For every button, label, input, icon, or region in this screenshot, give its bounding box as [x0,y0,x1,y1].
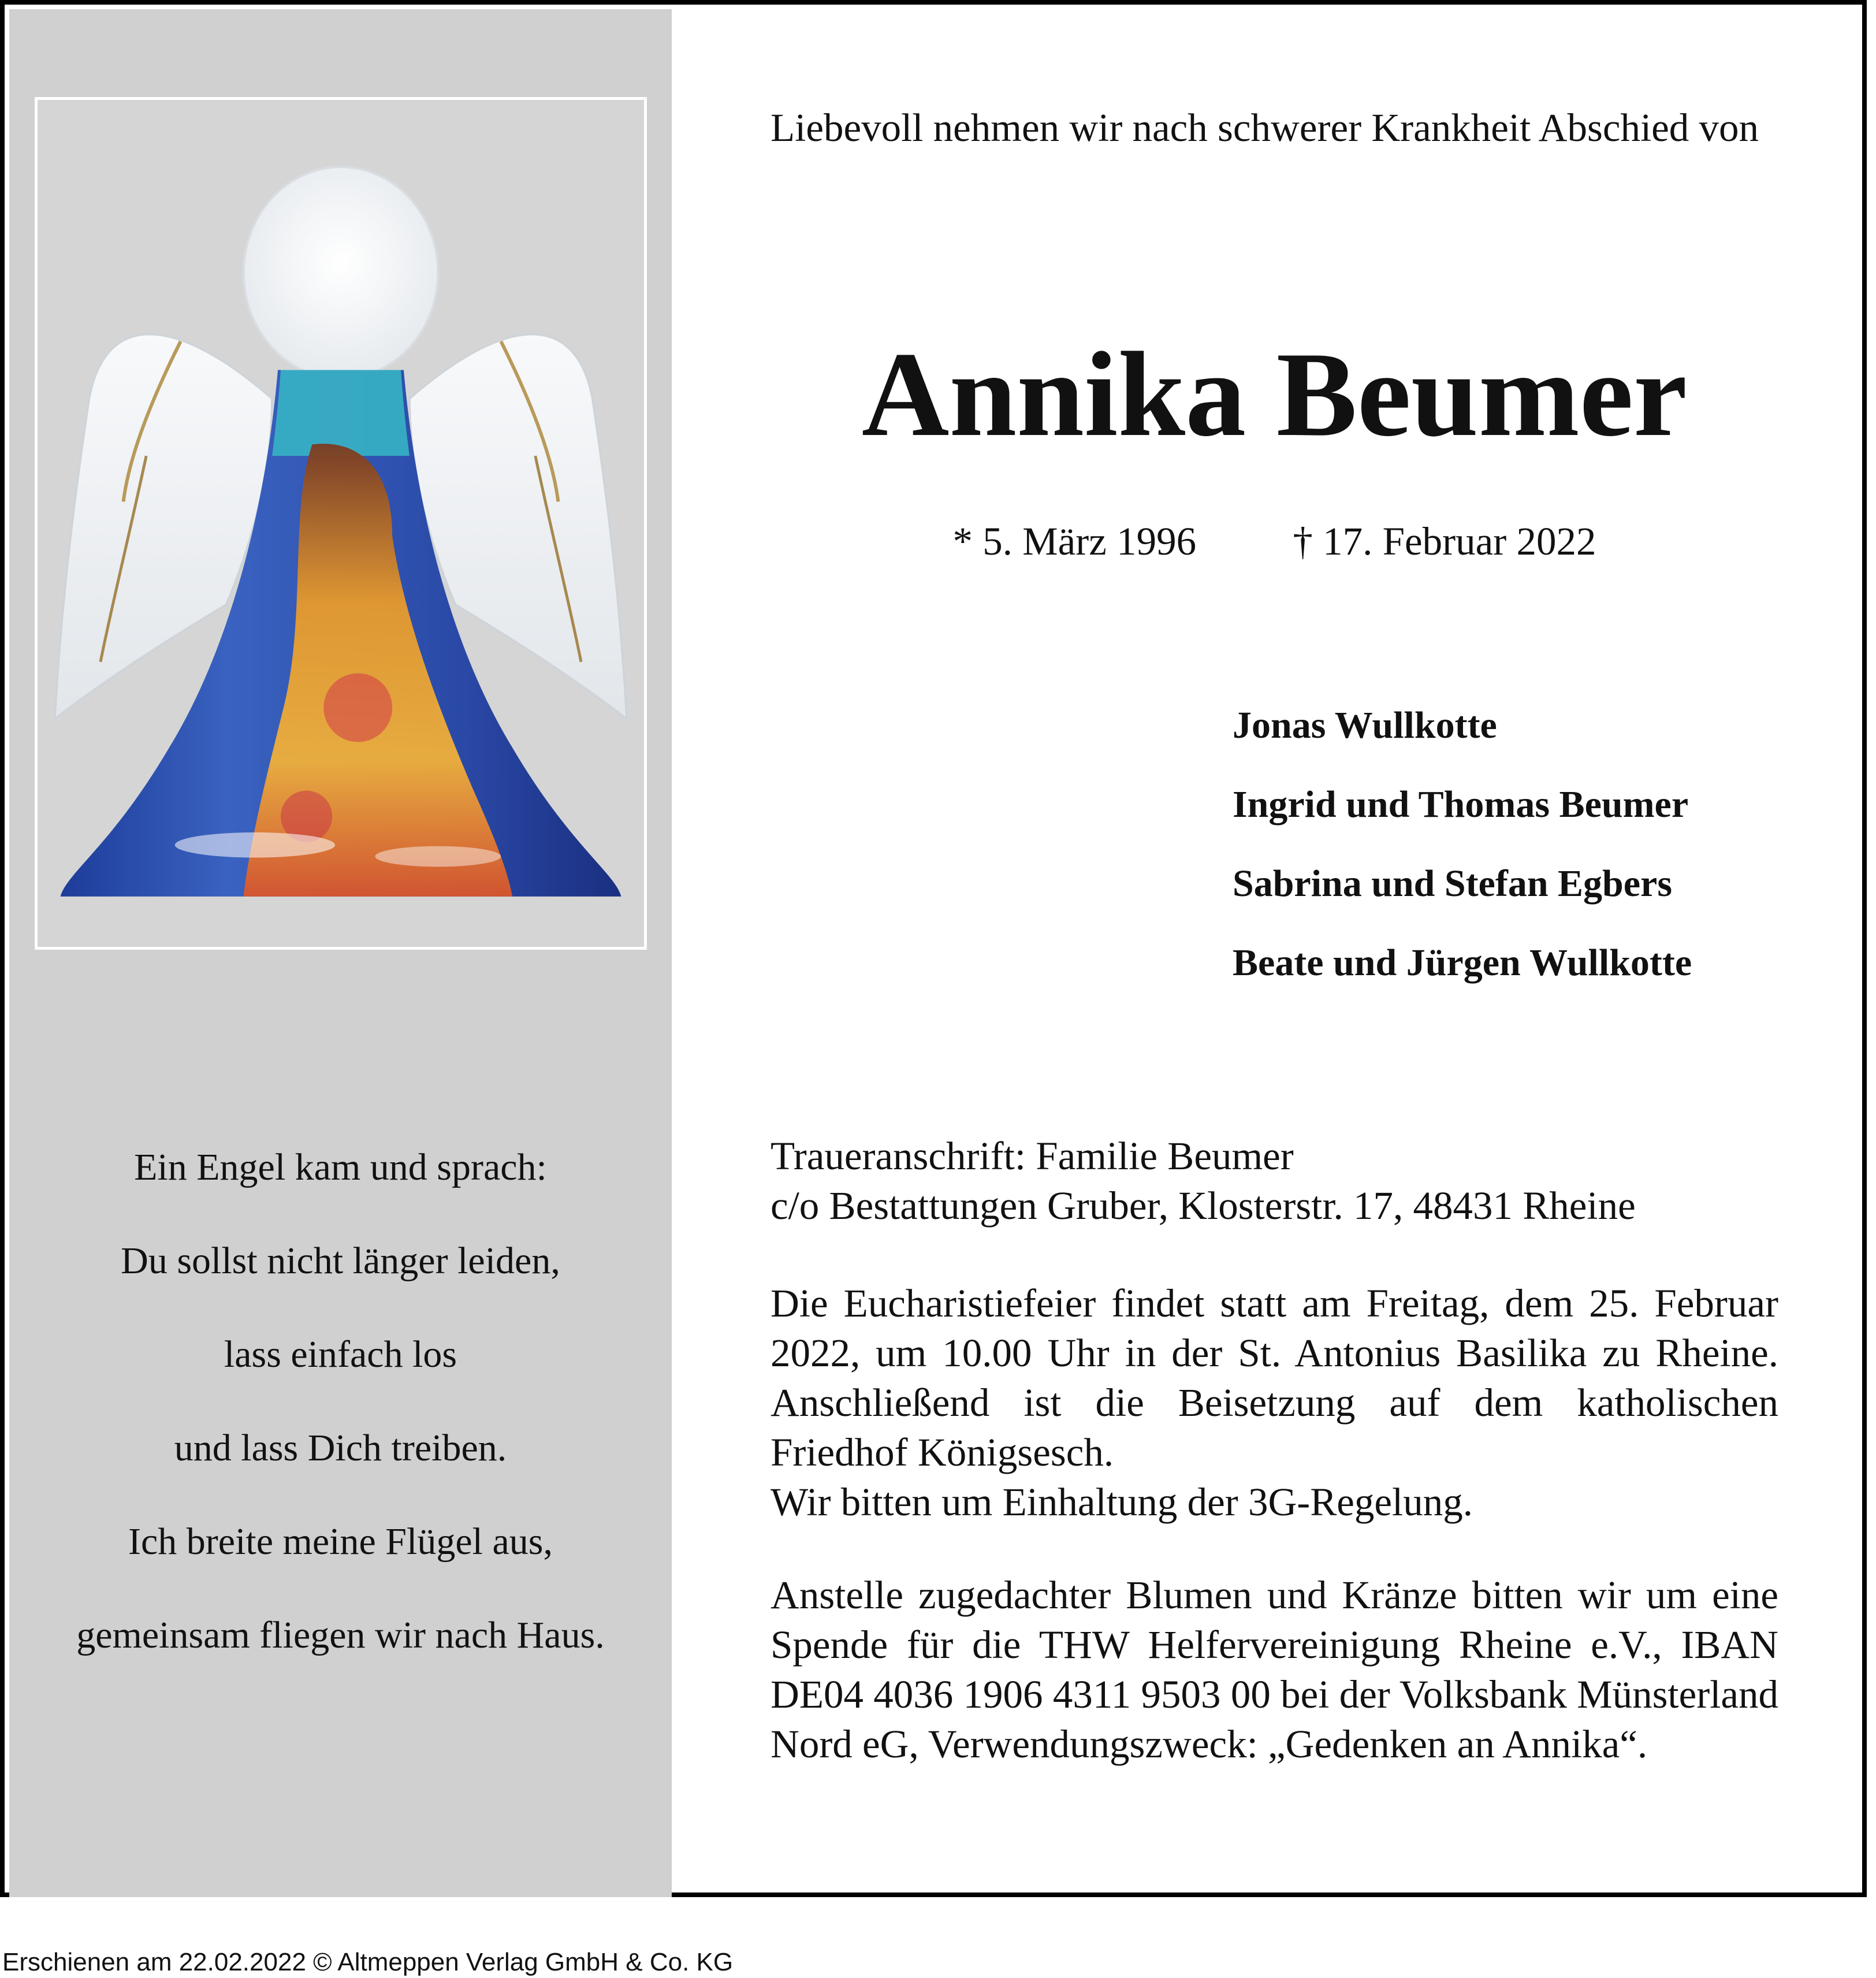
life-dates [770,519,1778,564]
intro-text: Liebevoll nehmen wir nach schwerer Krankheit Abschied von [770,106,1759,150]
poem-line: Ein Engel kam und sprach: [134,1146,547,1188]
mourners-list [1233,704,1778,1023]
mourner-name: Sabrina und Stefan Egbers [1233,862,1673,905]
death-date: † 17. Februar 2022 [1293,519,1596,563]
angel-image [35,97,647,950]
poem-line: Ich breite meine Flügel aus, [128,1520,553,1563]
poem-line: Du sollst nicht länger leiden, [121,1240,560,1282]
mourner-name: Jonas Wullkotte [1233,704,1497,746]
service-text: Die Eucharistiefeier findet statt am Freitag, dem 25. Februar 2022, um 10.00 Uhr in der St. Antonius Basilika zu Rheine. Anschließend ist die Beisetzung auf dem katholischen Friedhof Königsesch. [770,1281,1778,1474]
publication-footer: Erschienen am 22.02.2022 © Altmeppen Verlag GmbH & Co. KG [2,1948,734,1976]
mourner-name: Beate und Jürgen Wullkotte [1233,942,1692,984]
regulation-text: Wir bitten um Einhaltung der 3G-Regelung. [770,1480,1473,1524]
address-line: c/o Bestattungen Gruber, Klosterstr. 17, 48431 Rheine [770,1184,1636,1228]
address-line: Traueranschrift: Familie Beumer [770,1134,1294,1178]
poem-line: lass einfach los [224,1333,457,1375]
service-info [770,1278,1778,1527]
birth-date: * 5. März 1996 [952,519,1197,563]
mourning-address [770,1131,1778,1230]
donation-info: Anstelle zugedachter Blumen und Kränze bitten wir um eine Spende für die THW Helfervereinigung Rheine e.V., IBAN DE04 4036 1906 4311 9503 00 bei der Volksbank Münsterland Nord eG, Verwendungszweck: „Gedenken an Annika“. [770,1573,1778,1766]
poem-line: und lass Dich treiben. [174,1427,507,1469]
poem [9,1148,672,1710]
poem-line: gemeinsam fliegen wir nach Haus. [76,1614,605,1656]
mourner-name: Ingrid und Thomas Beumer [1233,783,1689,826]
glass-angel-figure [38,100,644,947]
deceased-name: Annika Beumer [861,328,1688,462]
